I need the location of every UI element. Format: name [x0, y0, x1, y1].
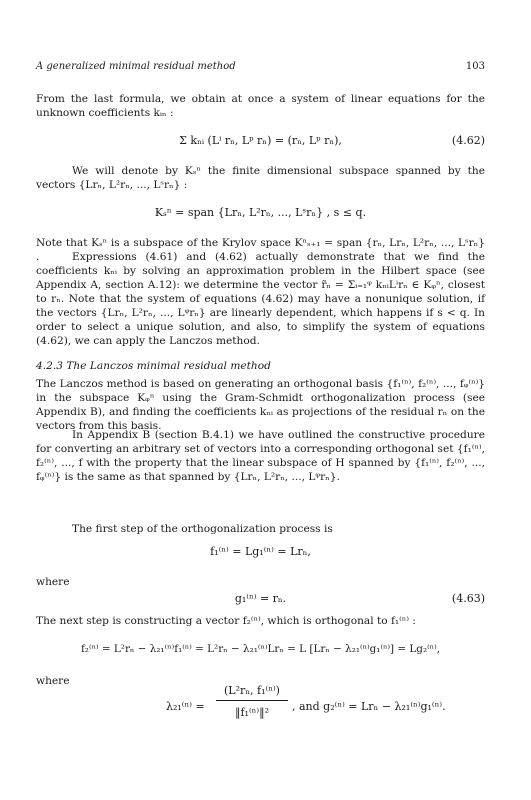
paragraph-2: We will denote by Kₛⁿ the finite dimensional subspace spanned by the vectors {Lrₙ, L²rₙ, ..., Lˢrₙ} :	[36, 165, 485, 191]
lambda-denominator: ‖f₁⁽ⁿ⁾‖²	[234, 706, 270, 719]
paragraph-6: In Appendix B (section B.4.1) we have outlined the constructive procedure for converting an arbitrary set of vectors into a corresponding orthogonal set {f₁⁽ⁿ⁾, f₂⁽ⁿ⁾, ..., f with the property that the linear subspace of H spanned by {f₁⁽ⁿ⁾, f₂⁽ⁿ⁾, ..., fᵩ⁽ⁿ⁾} is the same as that spanned by {Lrₙ, L²rₙ, ..., Lᵠrₙ}.	[36, 429, 485, 483]
lambda-numerator: (L²rₙ, f₁⁽ⁿ⁾)	[224, 684, 280, 697]
equation-second-step-body: f₂⁽ⁿ⁾ = L²rₙ − λ₂₁⁽ⁿ⁾f₁⁽ⁿ⁾ = L²rₙ − λ₂₁⁽ⁿ⁾Lrₙ = L [Lrₙ − λ₂₁⁽ⁿ⁾g₁⁽ⁿ⁾] = Lg₂⁽ⁿ⁾,	[80, 643, 441, 655]
fraction-bar	[216, 700, 288, 701]
equation-subspace-body: Kₛⁿ = span {Lrₙ, L²rₙ, ..., Lˢrₙ} , s ≤ q.	[154, 206, 367, 219]
lambda-tail: , and g₂⁽ⁿ⁾ = Lrₙ − λ₂₁⁽ⁿ⁾g₁⁽ⁿ⁾.	[292, 700, 446, 713]
equation-4-63	[36, 592, 485, 610]
paragraph-4: Expressions (4.61) and (4.62) actually demonstrate that we find the coefficients kₙᵢ by solving an approximation problem in the Hilbert space (see Appendix A, section A.12): we determine the vector r̃ₙ = Σᵢ₌₁ᵠ kₙᵢLⁱrₙ ∈ Kᵩⁿ, closest to rₙ. Note that the system of equations (4.62) may have a nonunique solution, if the vectors {Lrₙ, L²rₙ, ..., Lᵠrₙ} are linearly dependent, which happens if s < q. In order to select a unique solution, and also, to simplify the system of equations (4.62), we can apply the Lanczos method.	[36, 251, 485, 347]
running-title: A generalized minimal residual method	[36, 61, 236, 72]
equation-lambda	[36, 684, 485, 734]
running-header	[36, 60, 485, 74]
equation-first-step	[36, 545, 485, 563]
paragraph-3: Note that Kₛⁿ is a subspace of the Krylov space Kⁿₛ₊₁ = span {rₙ, Lrₙ, L²rₙ, ..., Lˢrₙ} .	[36, 237, 485, 263]
equation-4-62-number: (4.62)	[451, 134, 485, 147]
equation-4-62-body: Σ kₙᵢ (Lⁱ rₙ, Lᵖ rₙ) = (rₙ, Lᵖ rₙ),	[179, 134, 342, 147]
equation-subspace	[36, 206, 485, 224]
paragraph-5: The Lanczos method is based on generating an orthogonal basis {f₁⁽ⁿ⁾, f₂⁽ⁿ⁾, ..., fᵩ⁽ⁿ⁾} in the subspace Kᵩⁿ using the Gram-Schmidt orthogonalization process (see Appendix B), and finding the coefficients kₙᵢ as projections of the residual rₙ on the vectors from this basis.	[36, 378, 485, 432]
equation-4-63-number: (4.63)	[451, 592, 485, 605]
paragraph-7: The first step of the orthogonalization process is	[72, 523, 333, 535]
equation-4-63-body: g₁⁽ⁿ⁾ = rₙ.	[234, 592, 287, 605]
equation-4-62	[36, 128, 485, 162]
where-label-1: where	[36, 576, 70, 588]
equation-first-step-body: f₁⁽ⁿ⁾ = Lg₁⁽ⁿ⁾ = Lrₙ,	[210, 545, 311, 558]
where-label-2: where	[36, 675, 70, 687]
paragraph-8: The next step is constructing a vector f₂⁽ⁿ⁾, which is orthogonal to f₁⁽ⁿ⁾ :	[36, 615, 416, 627]
equation-second-step	[36, 642, 485, 660]
lambda-lhs: λ₂₁⁽ⁿ⁾ =	[166, 700, 205, 713]
page-number: 103	[465, 61, 485, 72]
paragraph-1: From the last formula, we obtain at once a system of linear equations for the unknown coefficients kᵢₙ :	[36, 93, 485, 119]
section-heading: 4.2.3 The Lanczos minimal residual method	[36, 360, 271, 372]
